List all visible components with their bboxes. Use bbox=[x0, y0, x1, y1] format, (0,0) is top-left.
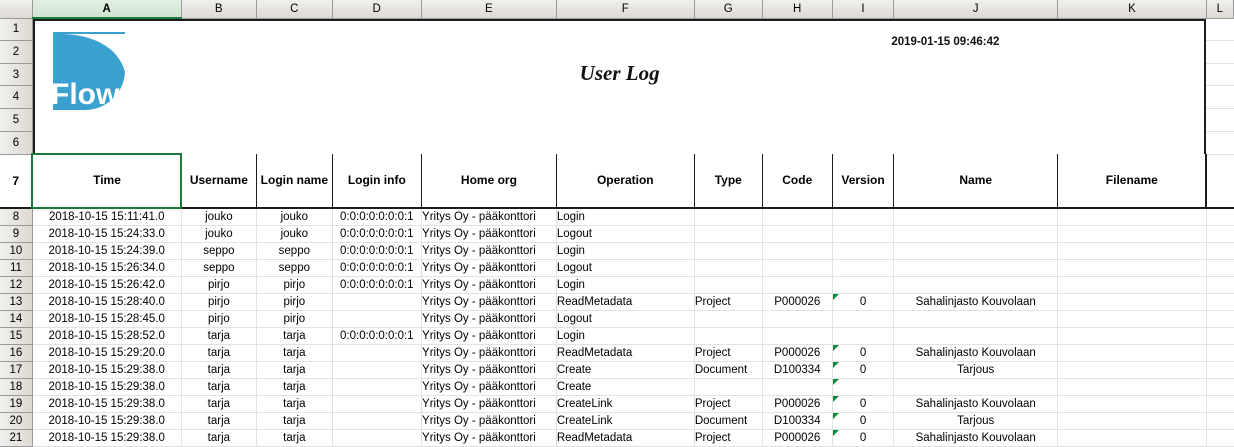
cell-J13[interactable]: Sahalinjasto Kouvolaan bbox=[894, 293, 1058, 310]
cell-I17[interactable]: 0 bbox=[832, 361, 893, 378]
banner-row-1 bbox=[0, 18, 1234, 41]
cell-E12[interactable]: Yritys Oy - pääkonttori bbox=[422, 276, 557, 293]
cell-L6[interactable] bbox=[1206, 131, 1233, 154]
cell-K16[interactable] bbox=[1058, 344, 1207, 361]
column-header-L[interactable]: L bbox=[1206, 0, 1233, 18]
cell-J10[interactable] bbox=[894, 242, 1058, 259]
cell-H9[interactable] bbox=[762, 225, 832, 242]
cell-J16[interactable]: Sahalinjasto Kouvolaan bbox=[894, 344, 1058, 361]
cell-E13[interactable]: Yritys Oy - pääkonttori bbox=[422, 293, 557, 310]
cell-L12[interactable] bbox=[1206, 276, 1233, 293]
cell-I18[interactable] bbox=[832, 378, 893, 395]
cell-D20[interactable] bbox=[332, 412, 421, 429]
cell-K20[interactable] bbox=[1058, 412, 1207, 429]
cell-E15[interactable]: Yritys Oy - pääkonttori bbox=[422, 327, 557, 344]
cell-F19[interactable]: CreateLink bbox=[556, 395, 694, 412]
cell-F15[interactable]: Login bbox=[556, 327, 694, 344]
cell-L19[interactable] bbox=[1206, 395, 1233, 412]
col-header-type: Type bbox=[694, 154, 762, 208]
cell-C11[interactable]: seppo bbox=[257, 259, 332, 276]
cell-E11[interactable]: Yritys Oy - pääkonttori bbox=[422, 259, 557, 276]
cell-H10[interactable] bbox=[762, 242, 832, 259]
cell-A21[interactable]: 2018-10-15 15:29:38.0 bbox=[32, 429, 181, 446]
cell-C18[interactable]: tarja bbox=[257, 378, 332, 395]
cell-J21[interactable]: Sahalinjasto Kouvolaan bbox=[894, 429, 1058, 446]
cell-L20[interactable] bbox=[1206, 412, 1233, 429]
col-header-filename: Filename bbox=[1058, 154, 1207, 208]
select-all-corner[interactable] bbox=[0, 0, 32, 18]
cell-B11[interactable]: seppo bbox=[181, 259, 256, 276]
cell-D9[interactable]: 0:0:0:0:0:0:0:1 bbox=[332, 225, 421, 242]
column-header-E[interactable]: E bbox=[422, 0, 557, 18]
cell-D10[interactable]: 0:0:0:0:0:0:0:1 bbox=[332, 242, 421, 259]
cell-E20[interactable]: Yritys Oy - pääkonttori bbox=[422, 412, 557, 429]
cell-E21[interactable]: Yritys Oy - pääkonttori bbox=[422, 429, 557, 446]
report-title: User Log bbox=[579, 61, 660, 85]
cell-G12[interactable] bbox=[694, 276, 762, 293]
column-header-F[interactable]: F bbox=[556, 0, 694, 18]
cell-L21[interactable] bbox=[1206, 429, 1233, 446]
cell-L10[interactable] bbox=[1206, 242, 1233, 259]
row-header-6[interactable]: 6 bbox=[0, 131, 32, 154]
table-row[interactable] bbox=[0, 412, 1234, 429]
cell-G10[interactable] bbox=[694, 242, 762, 259]
column-header-B[interactable]: B bbox=[181, 0, 256, 18]
row-header-17[interactable]: 17 bbox=[0, 361, 32, 378]
cell-C16[interactable]: tarja bbox=[257, 344, 332, 361]
cell-F10[interactable]: Login bbox=[556, 242, 694, 259]
row-header-18[interactable]: 18 bbox=[0, 378, 32, 395]
cell-I16[interactable]: 0 bbox=[832, 344, 893, 361]
row-header-20[interactable]: 20 bbox=[0, 412, 32, 429]
table-row[interactable] bbox=[0, 225, 1234, 242]
cell-B12[interactable]: pirjo bbox=[181, 276, 256, 293]
cell-B13[interactable]: pirjo bbox=[181, 293, 256, 310]
cell-B19[interactable]: tarja bbox=[181, 395, 256, 412]
cell-F11[interactable]: Logout bbox=[556, 259, 694, 276]
cell-I14[interactable] bbox=[832, 310, 893, 327]
row-header-8[interactable]: 8 bbox=[0, 208, 32, 226]
cell-A19[interactable]: 2018-10-15 15:29:38.0 bbox=[32, 395, 181, 412]
cell-G14[interactable] bbox=[694, 310, 762, 327]
table-row[interactable] bbox=[0, 429, 1234, 446]
cell-L13[interactable] bbox=[1206, 293, 1233, 310]
table-row[interactable] bbox=[0, 293, 1234, 310]
cell-C21[interactable]: tarja bbox=[257, 429, 332, 446]
cell-L5[interactable] bbox=[1206, 109, 1233, 132]
table-row[interactable] bbox=[0, 344, 1234, 361]
cell-E19[interactable]: Yritys Oy - pääkonttori bbox=[422, 395, 557, 412]
cell-A11[interactable]: 2018-10-15 15:26:34.0 bbox=[32, 259, 181, 276]
cell-I19[interactable]: 0 bbox=[832, 395, 893, 412]
cell-B18[interactable]: tarja bbox=[181, 378, 256, 395]
cell-G20[interactable]: Document bbox=[694, 412, 762, 429]
cell-I21[interactable]: 0 bbox=[832, 429, 893, 446]
cell-A13[interactable]: 2018-10-15 15:28:40.0 bbox=[32, 293, 181, 310]
column-header-C[interactable]: C bbox=[257, 0, 332, 18]
cell-J20[interactable]: Tarjous bbox=[894, 412, 1058, 429]
cell-B8[interactable]: jouko bbox=[181, 208, 256, 226]
column-header-J[interactable]: J bbox=[894, 0, 1058, 18]
col-header-home-org: Home org bbox=[422, 154, 557, 208]
cell-J12[interactable] bbox=[894, 276, 1058, 293]
cell-I13[interactable]: 0 bbox=[832, 293, 893, 310]
cell-K10[interactable] bbox=[1058, 242, 1207, 259]
cell-K19[interactable] bbox=[1058, 395, 1207, 412]
cell-L1[interactable] bbox=[1206, 18, 1233, 41]
cell-C19[interactable]: tarja bbox=[257, 395, 332, 412]
table-row[interactable] bbox=[0, 378, 1234, 395]
cell-E18[interactable]: Yritys Oy - pääkonttori bbox=[422, 378, 557, 395]
row-header-16[interactable]: 16 bbox=[0, 344, 32, 361]
cell-H17[interactable]: D100334 bbox=[762, 361, 832, 378]
cell-K11[interactable] bbox=[1058, 259, 1207, 276]
cell-F18[interactable]: Create bbox=[556, 378, 694, 395]
cell-D18[interactable] bbox=[332, 378, 421, 395]
table-row[interactable] bbox=[0, 327, 1234, 344]
cell-E8[interactable]: Yritys Oy - pääkonttori bbox=[422, 208, 557, 226]
row-header-4[interactable]: 4 bbox=[0, 86, 32, 109]
cell-G18[interactable] bbox=[694, 378, 762, 395]
row-header-1[interactable]: 1 bbox=[0, 18, 32, 41]
cell-B9[interactable]: jouko bbox=[181, 225, 256, 242]
col-header-version: Version bbox=[832, 154, 893, 208]
column-header-A[interactable]: A bbox=[32, 0, 181, 18]
cell-B15[interactable]: tarja bbox=[181, 327, 256, 344]
cell-F20[interactable]: CreateLink bbox=[556, 412, 694, 429]
row-header-9[interactable]: 9 bbox=[0, 225, 32, 242]
cell-F14[interactable]: Logout bbox=[556, 310, 694, 327]
cell-D17[interactable] bbox=[332, 361, 421, 378]
cell-B21[interactable]: tarja bbox=[181, 429, 256, 446]
cell-K21[interactable] bbox=[1058, 429, 1207, 446]
cell-A16[interactable]: 2018-10-15 15:29:20.0 bbox=[32, 344, 181, 361]
row-header-13[interactable]: 13 bbox=[0, 293, 32, 310]
column-header-D[interactable]: D bbox=[332, 0, 421, 18]
cell-H12[interactable] bbox=[762, 276, 832, 293]
cell-J18[interactable] bbox=[894, 378, 1058, 395]
cell-A12[interactable]: 2018-10-15 15:26:42.0 bbox=[32, 276, 181, 293]
cell-A14[interactable]: 2018-10-15 15:28:45.0 bbox=[32, 310, 181, 327]
table-row[interactable] bbox=[0, 259, 1234, 276]
cell-K12[interactable] bbox=[1058, 276, 1207, 293]
row-header-7[interactable]: 7 bbox=[0, 154, 32, 208]
cell-C13[interactable]: pirjo bbox=[257, 293, 332, 310]
cell-L16[interactable] bbox=[1206, 344, 1233, 361]
cell-K9[interactable] bbox=[1058, 225, 1207, 242]
row-header-10[interactable]: 10 bbox=[0, 242, 32, 259]
cell-H13[interactable]: P000026 bbox=[762, 293, 832, 310]
cell-I9[interactable] bbox=[832, 225, 893, 242]
cell-H11[interactable] bbox=[762, 259, 832, 276]
column-header-I[interactable]: I bbox=[832, 0, 893, 18]
cell-K15[interactable] bbox=[1058, 327, 1207, 344]
cell-A18[interactable]: 2018-10-15 15:29:38.0 bbox=[32, 378, 181, 395]
banner-cell bbox=[32, 18, 1206, 154]
cell-D14[interactable] bbox=[332, 310, 421, 327]
cell-G21[interactable]: Project bbox=[694, 429, 762, 446]
cell-D16[interactable] bbox=[332, 344, 421, 361]
cell-I8[interactable] bbox=[832, 208, 893, 226]
cell-F8[interactable]: Login bbox=[556, 208, 694, 226]
cell-I15[interactable] bbox=[832, 327, 893, 344]
cell-L3[interactable] bbox=[1206, 63, 1233, 86]
cell-C20[interactable]: tarja bbox=[257, 412, 332, 429]
cell-B20[interactable]: tarja bbox=[181, 412, 256, 429]
row-header-11[interactable]: 11 bbox=[0, 259, 32, 276]
cell-L7[interactable] bbox=[1206, 154, 1233, 208]
cell-F21[interactable]: ReadMetadata bbox=[556, 429, 694, 446]
cell-D19[interactable] bbox=[332, 395, 421, 412]
cell-I11[interactable] bbox=[832, 259, 893, 276]
row-header-14[interactable]: 14 bbox=[0, 310, 32, 327]
cell-H18[interactable] bbox=[762, 378, 832, 395]
cell-J19[interactable]: Sahalinjasto Kouvolaan bbox=[894, 395, 1058, 412]
row-header-2[interactable]: 2 bbox=[0, 41, 32, 64]
cell-E14[interactable]: Yritys Oy - pääkonttori bbox=[422, 310, 557, 327]
cell-J15[interactable] bbox=[894, 327, 1058, 344]
col-header-login-name: Login name bbox=[257, 154, 332, 208]
cell-G16[interactable]: Project bbox=[694, 344, 762, 361]
cell-J11[interactable] bbox=[894, 259, 1058, 276]
row-header-15[interactable]: 15 bbox=[0, 327, 32, 344]
cell-J14[interactable] bbox=[894, 310, 1058, 327]
report-timestamp: 2019-01-15 09:46:42 bbox=[891, 36, 1000, 48]
cell-L18[interactable] bbox=[1206, 378, 1233, 395]
table-row[interactable] bbox=[0, 242, 1234, 259]
cell-C8[interactable]: jouko bbox=[257, 208, 332, 226]
cell-G11[interactable] bbox=[694, 259, 762, 276]
col-header-name: Name bbox=[894, 154, 1058, 208]
table-row[interactable] bbox=[0, 208, 1234, 226]
col-header-time: Time bbox=[32, 154, 181, 208]
table-header-row bbox=[0, 154, 1234, 208]
cell-I12[interactable] bbox=[832, 276, 893, 293]
cell-H20[interactable]: D100334 bbox=[762, 412, 832, 429]
table-row[interactable] bbox=[0, 276, 1234, 293]
cell-C9[interactable]: jouko bbox=[257, 225, 332, 242]
cell-A9[interactable]: 2018-10-15 15:24:33.0 bbox=[32, 225, 181, 242]
cell-B14[interactable]: pirjo bbox=[181, 310, 256, 327]
col-header-code: Code bbox=[762, 154, 832, 208]
cell-C15[interactable]: tarja bbox=[257, 327, 332, 344]
cell-D11[interactable]: 0:0:0:0:0:0:0:1 bbox=[332, 259, 421, 276]
cell-G8[interactable] bbox=[694, 208, 762, 226]
cell-K14[interactable] bbox=[1058, 310, 1207, 327]
cell-H16[interactable]: P000026 bbox=[762, 344, 832, 361]
svg-text:Flow: Flow bbox=[50, 78, 120, 111]
cell-E9[interactable]: Yritys Oy - pääkonttori bbox=[422, 225, 557, 242]
col-header-operation: Operation bbox=[556, 154, 694, 208]
cell-F9[interactable]: Logout bbox=[556, 225, 694, 242]
cell-E10[interactable]: Yritys Oy - pääkonttori bbox=[422, 242, 557, 259]
cell-L17[interactable] bbox=[1206, 361, 1233, 378]
cell-D21[interactable] bbox=[332, 429, 421, 446]
cell-D15[interactable]: 0:0:0:0:0:0:0:1 bbox=[332, 327, 421, 344]
col-header-login-info: Login info bbox=[332, 154, 421, 208]
cell-A15[interactable]: 2018-10-15 15:28:52.0 bbox=[32, 327, 181, 344]
row-header-12[interactable]: 12 bbox=[0, 276, 32, 293]
column-header-G[interactable]: G bbox=[694, 0, 762, 18]
cell-G19[interactable]: Project bbox=[694, 395, 762, 412]
cell-C14[interactable]: pirjo bbox=[257, 310, 332, 327]
cell-G13[interactable]: Project bbox=[694, 293, 762, 310]
report-banner bbox=[33, 19, 1207, 154]
cell-H8[interactable] bbox=[762, 208, 832, 226]
cell-L4[interactable] bbox=[1206, 86, 1233, 109]
cell-J17[interactable]: Tarjous bbox=[894, 361, 1058, 378]
cell-I20[interactable]: 0 bbox=[832, 412, 893, 429]
cell-D13[interactable] bbox=[332, 293, 421, 310]
cell-J9[interactable] bbox=[894, 225, 1058, 242]
cell-E17[interactable]: Yritys Oy - pääkonttori bbox=[422, 361, 557, 378]
cell-B16[interactable]: tarja bbox=[181, 344, 256, 361]
cell-A10[interactable]: 2018-10-15 15:24:39.0 bbox=[32, 242, 181, 259]
cell-F17[interactable]: Create bbox=[556, 361, 694, 378]
table-row[interactable] bbox=[0, 395, 1234, 412]
cell-G9[interactable] bbox=[694, 225, 762, 242]
cell-J8[interactable] bbox=[894, 208, 1058, 226]
cell-C12[interactable]: pirjo bbox=[257, 276, 332, 293]
row-header-19[interactable]: 19 bbox=[0, 395, 32, 412]
column-header-K[interactable]: K bbox=[1058, 0, 1207, 18]
column-header-row[interactable] bbox=[0, 0, 1234, 18]
row-header-5[interactable]: 5 bbox=[0, 109, 32, 132]
row-header-3[interactable]: 3 bbox=[0, 63, 32, 86]
cell-B17[interactable]: tarja bbox=[181, 361, 256, 378]
cell-A17[interactable]: 2018-10-15 15:29:38.0 bbox=[32, 361, 181, 378]
cell-H14[interactable] bbox=[762, 310, 832, 327]
row-header-21[interactable]: 21 bbox=[0, 429, 32, 446]
cell-L11[interactable] bbox=[1206, 259, 1233, 276]
cell-A20[interactable]: 2018-10-15 15:29:38.0 bbox=[32, 412, 181, 429]
cell-F12[interactable]: Login bbox=[556, 276, 694, 293]
table-row[interactable] bbox=[0, 361, 1234, 378]
cell-D12[interactable]: 0:0:0:0:0:0:0:1 bbox=[332, 276, 421, 293]
cell-L2[interactable] bbox=[1206, 41, 1233, 64]
column-header-H[interactable]: H bbox=[762, 0, 832, 18]
cell-K17[interactable] bbox=[1058, 361, 1207, 378]
cell-D8[interactable]: 0:0:0:0:0:0:0:1 bbox=[332, 208, 421, 226]
cell-H19[interactable]: P000026 bbox=[762, 395, 832, 412]
cell-L14[interactable] bbox=[1206, 310, 1233, 327]
cell-E16[interactable]: Yritys Oy - pääkonttori bbox=[422, 344, 557, 361]
cell-L15[interactable] bbox=[1206, 327, 1233, 344]
table-row[interactable] bbox=[0, 310, 1234, 327]
cell-C17[interactable]: tarja bbox=[257, 361, 332, 378]
cell-K13[interactable] bbox=[1058, 293, 1207, 310]
cell-L9[interactable] bbox=[1206, 225, 1233, 242]
cell-G17[interactable]: Document bbox=[694, 361, 762, 378]
cell-C10[interactable]: seppo bbox=[257, 242, 332, 259]
cell-K18[interactable] bbox=[1058, 378, 1207, 395]
cell-F13[interactable]: ReadMetadata bbox=[556, 293, 694, 310]
cell-A8[interactable]: 2018-10-15 15:11:41.0 bbox=[32, 208, 181, 226]
cell-H21[interactable]: P000026 bbox=[762, 429, 832, 446]
table-body[interactable] bbox=[0, 208, 1234, 447]
col-header-username: Username bbox=[181, 154, 256, 208]
cell-I10[interactable] bbox=[832, 242, 893, 259]
cell-H15[interactable] bbox=[762, 327, 832, 344]
cell-L8[interactable] bbox=[1206, 208, 1233, 226]
cell-B10[interactable]: seppo bbox=[181, 242, 256, 259]
cell-G15[interactable] bbox=[694, 327, 762, 344]
cell-F16[interactable]: ReadMetadata bbox=[556, 344, 694, 361]
cell-K8[interactable] bbox=[1058, 208, 1207, 226]
